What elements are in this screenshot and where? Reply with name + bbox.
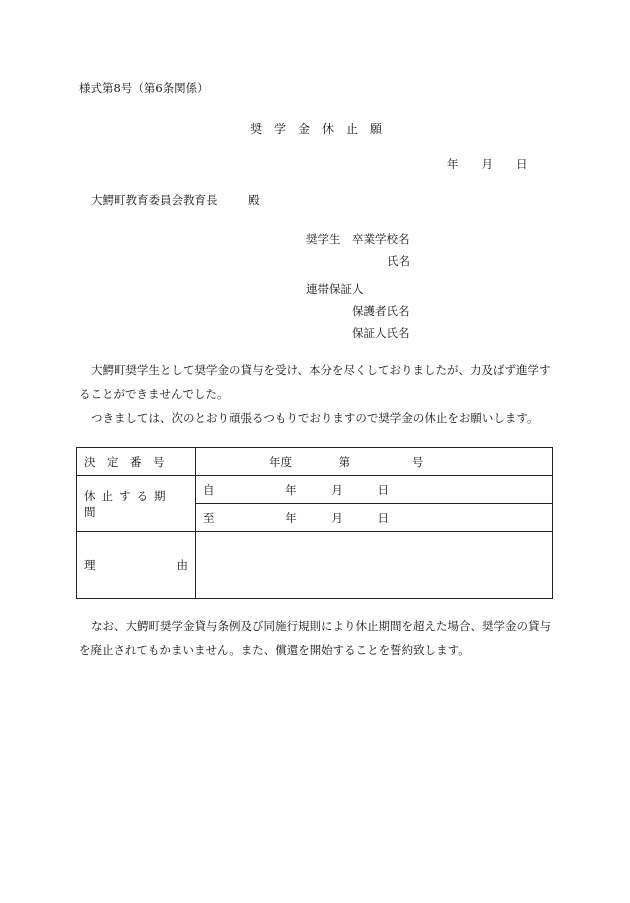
addressee [91,192,260,208]
to-label: 至 [203,510,215,525]
from-label: 自 [203,482,215,497]
period-from-row [77,476,553,504]
decision-label-cell [77,448,196,476]
addressee-name: 大鰐町教育委員会教育長 [91,193,218,207]
to-year: 年 [285,510,297,525]
period-to-cell[interactable] [196,504,553,532]
addressee-honorific: 殿 [248,193,260,207]
to-month: 月 [331,510,343,525]
from-day: 日 [377,482,389,497]
from-year: 年 [285,482,297,497]
applicant-school-label: 奨学生 卒業学校名 [306,232,410,246]
date-line: 年 月 日 [447,157,528,171]
form-id: 様式第8号（第6条関係） [79,81,209,95]
decision-dai: 第 [338,454,351,469]
body-paragraph-1: 大鰐町奨学生として奨学金の貸与を受け、本分を尽くしておりましたが、力及ばず進学することができませんでした。 [79,363,551,401]
to-day: 日 [377,510,389,525]
applicant-name-label: 氏名 [387,254,410,268]
reason-label: 理 由 [84,558,188,572]
guarantor-heading: 連帯保証人 [306,282,364,296]
reason-label-cell [77,532,196,599]
period-from-cell[interactable] [196,476,553,504]
period-label-cell [77,476,196,532]
period-label: 休止する期間 [84,488,172,519]
decision-go: 号 [411,454,424,469]
reason-row [77,532,553,599]
guardian-name-label: 保護者氏名 [352,304,410,318]
body-paragraph-2: つきましては、次のとおり頑張るつもりでおりますので奨学金の休止をお願いします。 [91,411,539,425]
decision-value-cell[interactable] [196,448,553,476]
guarantor-name-label: 保証人氏名 [352,326,410,340]
application-table [76,447,553,599]
decision-row [77,448,553,476]
decision-nendo: 年度 [269,454,292,469]
reason-value-cell[interactable] [196,532,553,599]
document-title: 奨 学 金 休 止 願 [250,122,383,136]
from-month: 月 [331,482,343,497]
decision-label: 決 定 番 号 [84,454,165,469]
footer-paragraph: なお、大鰐町奨学金貸与条例及び同施行規則により休止期間を超えた場合、奨学金の貸与を廃止されてもかまいません。また、償還を開始することを誓約致します。 [79,619,551,657]
